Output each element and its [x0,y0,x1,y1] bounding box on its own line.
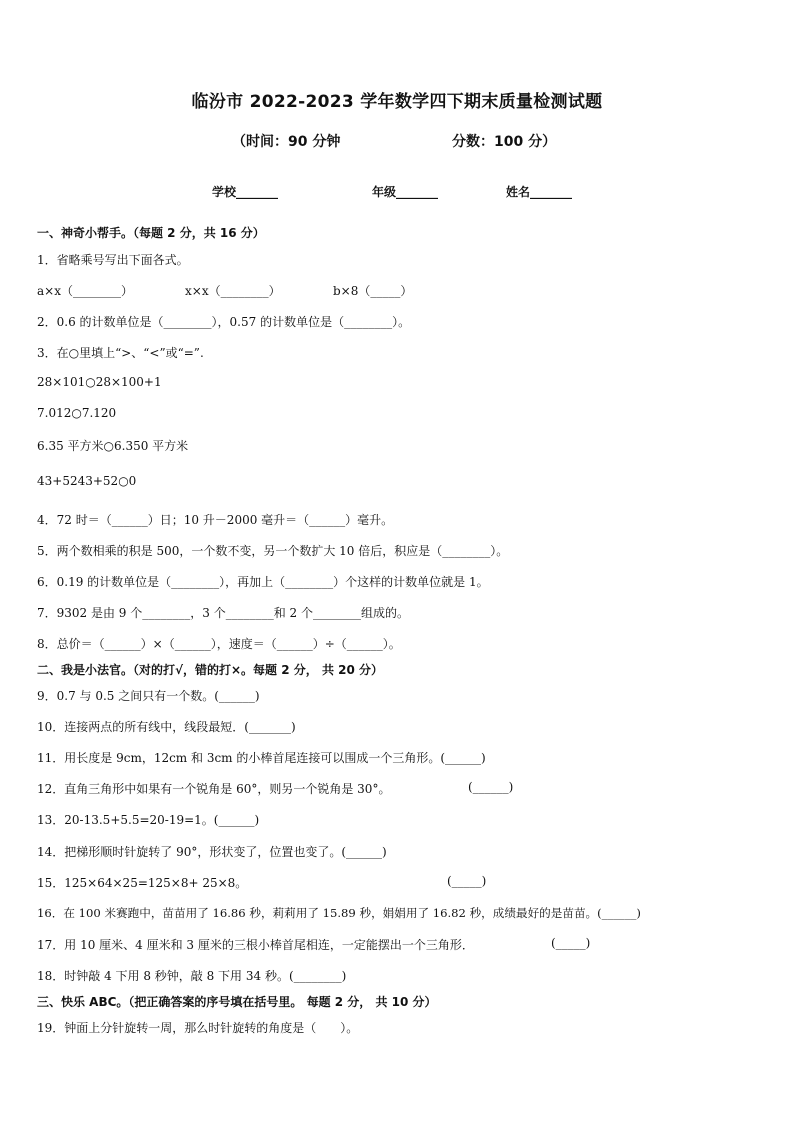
question-17: 17．用 10 厘米、4 厘米和 3 厘米的三根小棒首尾相连，一定能摆出一个三角形． [37,938,474,952]
question-12: 12．直角三角形中如果有一个锐角是 60°，则另一个锐角是 30°。 [37,782,391,796]
question-17-answer: (_____) [551,936,591,950]
question-15: 15．125×64×25=125×8+ 25×8。 [37,876,248,890]
name-field[interactable]: 姓名_______ [506,185,573,199]
question-4: 4．72 时＝（______）日；10 升－2000 毫升＝（______）毫升。 [37,513,394,527]
question-19: 19．钟面上分针旋转一周，那么时针旋转的角度是（ ）。 [37,1021,359,1035]
question-3-item-c: 6.35 平方米○6.350 平方米 [37,439,189,453]
question-1: 1．省略乘号写出下面各式。 [37,253,189,267]
question-5: 5．两个数相乘的积是 500，一个数不变，另一个数扩大 10 倍后，积应是（________）。 [37,544,509,558]
grade-field[interactable]: 年级_______ [372,185,439,199]
question-15-answer: (_____) [447,874,487,888]
section-heading-3: 三、快乐 ABC。（把正确答案的序号填在括号里。 每题 2 分， 共 10 分） [37,995,437,1009]
question-3-item-d: 43+5243+52○0 [37,474,137,488]
question-12-answer: (______) [468,780,514,794]
page-title: 临汾市 2022-2023 学年数学四下期末质量检测试题 [191,92,603,112]
exam-score: 分数：100 分） [452,134,557,150]
question-3-item-b: 7.012○7.120 [37,406,117,420]
question-10: 10．连接两点的所有线中，线段最短．(_______) [37,720,296,734]
question-8: 8．总价＝（______）×（______），速度＝（______）÷（______）。 [37,637,401,651]
question-3: 3．在○里填上“>、“<”或“=”. [37,346,204,360]
question-7: 7．9302 是由 9 个________，3 个________和 2 个________组成的。 [37,606,409,620]
question-2: 2．0.6 的计数单位是（________），0.57 的计数单位是（________）。 [37,315,411,329]
question-1-item-a: a×x（________） [37,284,133,298]
question-1-item-b: x×x（________） [185,284,281,298]
question-1-item-c: b×8（_____） [333,284,413,298]
school-field[interactable]: 学校_______ [212,185,279,199]
question-13: 13．20-13.5+5.5=20-19=1。(______) [37,813,260,827]
question-14: 14．把梯形顺时针旋转了 90°，形状变了，位置也变了。(______) [37,845,387,859]
section-heading-2: 二、我是小法官。（对的打√，错的打×。每题 2 分， 共 20 分） [37,663,383,677]
question-6: 6．0.19 的计数单位是（________），再加上（________）个这样的计数单位就是 1。 [37,575,489,589]
question-18: 18．时钟敲 4 下用 8 秒钟，敲 8 下用 34 秒。(________) [37,969,347,983]
exam-time: （时间：90 分钟 [232,134,341,150]
question-3-item-a: 28×101○28×100+1 [37,375,162,389]
question-16: 16．在 100 米赛跑中，苗苗用了 16.86 秒，莉莉用了 15.89 秒，娟娟用了 16.82 秒，成绩最好的是苗苗。(______) [37,906,641,920]
question-11: 11．用长度是 9cm，12cm 和 3cm 的小棒首尾连接可以围成一个三角形。(______) [37,751,486,765]
question-9: 9．0.7 与 0.5 之间只有一个数。(______) [37,689,260,703]
section-heading-1: 一、神奇小帮手。（每题 2 分，共 16 分） [37,226,265,240]
